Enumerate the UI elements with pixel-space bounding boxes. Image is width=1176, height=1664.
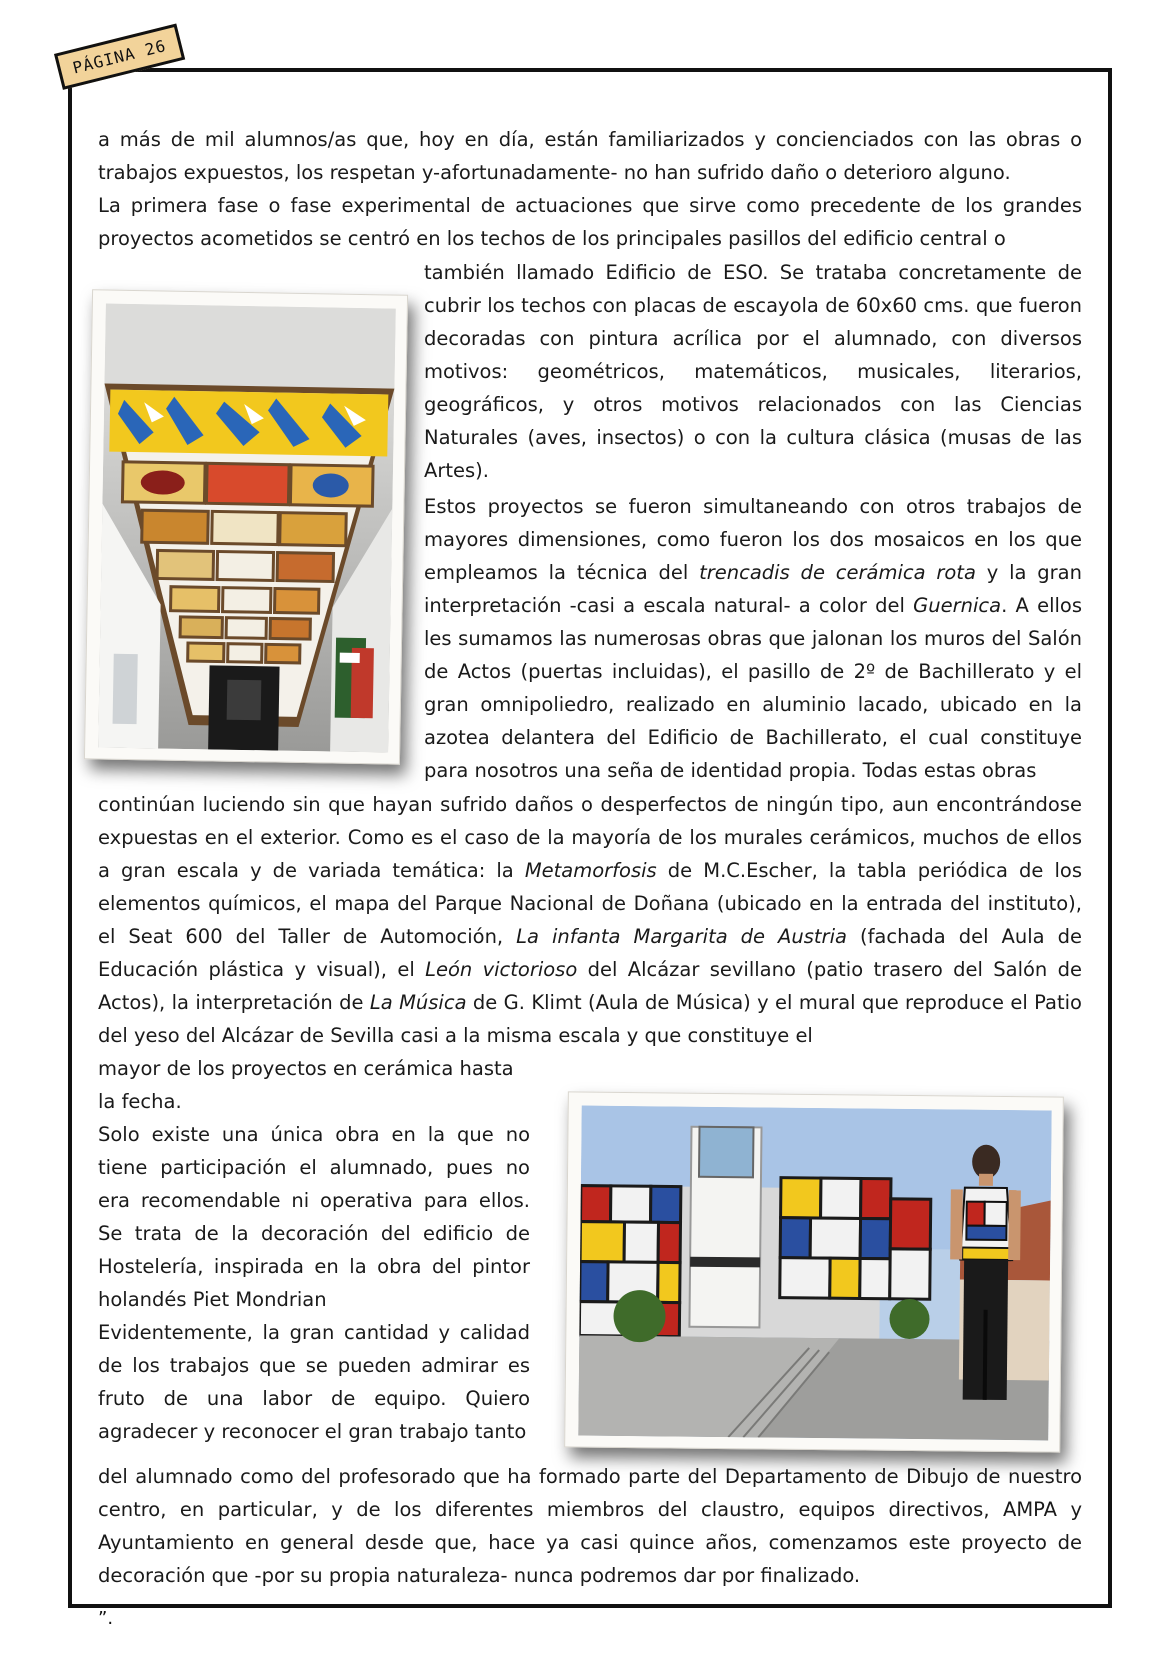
paragraph-5-continuation: del alumnado como del profesorado que ha formado parte del Departamento de Dibujo de nuestro centro, en particular, y de los diferentes miembros del claustro, equipos directivos, AMPA y Ayuntamiento en general desde que, hace ya casi quince años, comenzamos este proyecto de decoración que -por su propia naturaleza- nunca podremos dar por finalizado.	[98, 1465, 1082, 1587]
text-run: y la gran interpretación -casi a escala natural- a color del	[424, 561, 1082, 617]
paragraph-1: a más de mil alumnos/as que, hoy en día, están familiarizados y concienciados con las obras o trabajos expuestos, los respetan y-afortunadamente- no han sufrido daño o deterioro alguno.	[98, 128, 1082, 184]
text-run: del Alcázar sevillano (patio trasero del Salón de Actos), la interpretación de	[98, 958, 1082, 1014]
mondrian-paragraph	[98, 1052, 530, 1448]
page-number-tag: PÁGINA 26	[54, 24, 185, 90]
text-run: de G. Klimt (Aula de Música) y el mural que reproduce el Patio del yeso del Alcázar de Sevilla casi a la misma escala y que constituye el	[98, 991, 1082, 1047]
paragraph-2-continuation: también llamado Edificio de ESO. Se trataba concretamente de cubrir los techos con placas de escayola de 60x60 cms. que fueron decoradas con pintura acrílica por el alumnado, con diversos motivos: geométricos, matemáticos, musicales, literarios, geográficos, y otros motivos relacionados con las Ciencias Naturales (aves, insectos) o con la cultura clásica (musas de las Artes).	[424, 261, 1082, 482]
italic-title-trencadis: trencadis de cerámica rota	[699, 561, 976, 584]
corridor-ceiling-photo	[84, 289, 408, 764]
text-run: (fachada del Aula de Educación plástica y visual), el	[98, 925, 1082, 981]
italic-title-guernica: Guernica	[913, 594, 1002, 617]
mondrian-building-image	[578, 1106, 1051, 1441]
paragraph-3-start	[424, 490, 1082, 787]
text-run: de M.C.Escher, la tabla periódica de los elementos químicos, el mapa del Parque Nacional de Doñana (ubicado en la entrada del instituto), el Seat 600 del Taller de Automoción,	[98, 859, 1083, 948]
italic-title-infanta: La infanta Margarita de Austria	[516, 925, 847, 948]
italic-title-metamorfosis: Metamorfosis	[524, 859, 657, 882]
intro-paragraph	[98, 123, 1082, 255]
corridor-ceiling-image	[98, 304, 396, 753]
paragraph-4: Solo existe una única obra en la que no tiene participación el alumnado, pues no era recomendable ni operativa para ellos. Se trata de la decoración del edificio de Hostelería, inspirada en la obra del pintor holandés Piet Mondrian	[98, 1123, 530, 1311]
ceiling-description	[424, 256, 1082, 487]
text-run: continúan luciendo sin que hayan sufrido daños o desperfectos de ningún tipo, aun encontrándose expuestas en el exterior. Como es el caso de la mayoría de los murales cerámicos, muchos de ellos a gran escala y de variada temática: la	[98, 793, 1082, 882]
italic-title-musica: La Música	[369, 991, 467, 1014]
paragraph-3-end: mayor de los proyectos en cerámica hasta la fecha.	[98, 1057, 514, 1113]
text-run: . A ellos les sumamos las numerosas obras que jalonan los muros del Salón de Actos (puertas incluidas), el pasillo de 2º de Bachillerato y el gran omnipoliedro, realizado en aluminio lacado, ubicado en la azotea delantera del Edificio de Bachillerato, el cual constituye para nosotros una seña de identidad propia. Todas estas obras	[424, 594, 1083, 782]
paragraph-5-start: Evidentemente, la gran cantidad y calidad de los trabajos que se pueden admirar es fruto de una labor de equipo. Quiero agradecer y reconocer el gran trabajo tanto	[98, 1321, 530, 1443]
italic-title-leon: León victorioso	[425, 958, 578, 981]
murals-paragraph	[98, 788, 1082, 1052]
paragraph-3-continuation	[98, 788, 1082, 1052]
closing-paragraph	[98, 1460, 1082, 1592]
projects-paragraph	[424, 490, 1082, 787]
text-run: Estos proyectos se fueron simultaneando con otros trabajos de mayores dimensiones, como fueron los dos mosaicos en los que empleamos la técnica del	[424, 495, 1082, 584]
closing-quote-mark: ”.	[98, 1608, 114, 1629]
paragraph-2-start: La primera fase o fase experimental de actuaciones que sirve como precedente de los grandes proyectos acometidos se centró en los techos de los principales pasillos del edificio central o	[98, 194, 1082, 250]
mondrian-building-photo	[564, 1091, 1064, 1452]
